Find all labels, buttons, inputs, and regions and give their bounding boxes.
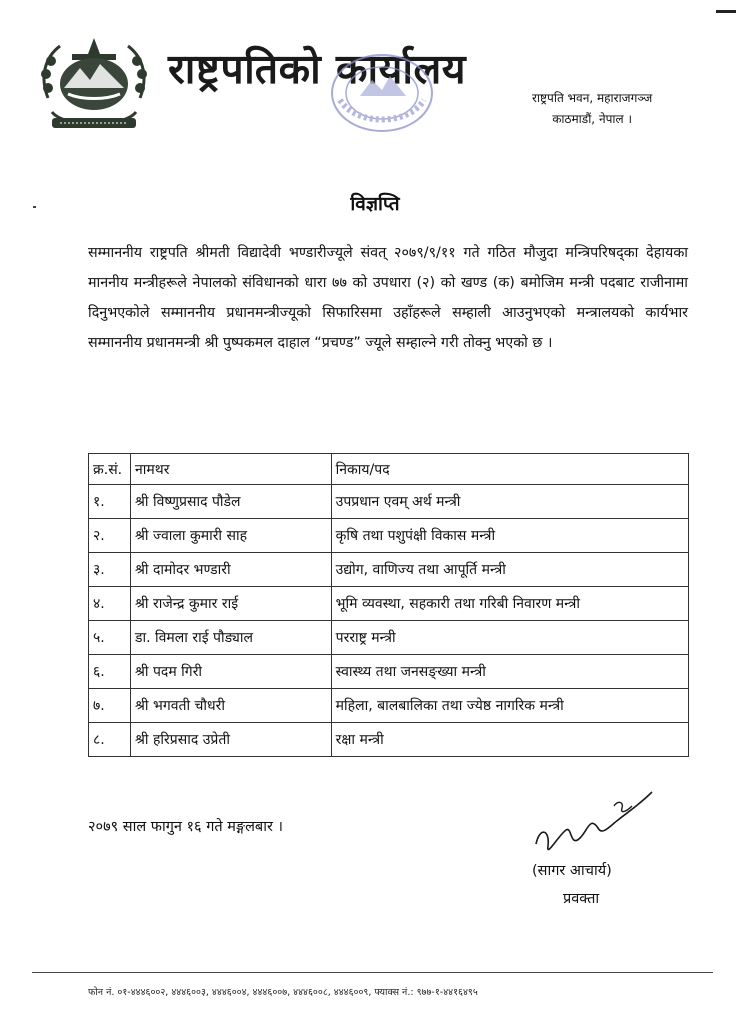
row-serial: ६. bbox=[89, 655, 131, 689]
row-name: श्री विष्णुप्रसाद पौडेल bbox=[130, 485, 331, 519]
row-serial: ५. bbox=[89, 621, 131, 655]
row-serial: २. bbox=[89, 519, 131, 553]
row-name: श्री हरिप्रसाद उप्रेती bbox=[130, 723, 331, 757]
signatory-title: प्रवक्ता bbox=[563, 891, 600, 907]
row-position: भूमि व्यवस्था, सहकारी तथा गरिबी निवारण मन्त्री bbox=[331, 587, 688, 621]
row-serial: ८. bbox=[89, 723, 131, 757]
row-position: परराष्ट्र मन्त्री bbox=[331, 621, 688, 655]
row-position: स्वास्थ्य तथा जनसङ्ख्या मन्त्री bbox=[331, 655, 688, 689]
notice-title: विज्ञप्ति bbox=[350, 193, 400, 215]
row-name: श्री दामोदर भण्डारी bbox=[130, 553, 331, 587]
address-line-2: काठमाडौं, नेपाल । bbox=[552, 112, 633, 126]
signatory-name: (सागर आचार्य) bbox=[532, 863, 612, 879]
row-serial: १. bbox=[89, 485, 131, 519]
nepal-emblem-icon bbox=[34, 28, 154, 140]
office-title: राष्ट्रपतिको कार्यालय bbox=[168, 45, 467, 93]
table-row bbox=[89, 621, 689, 655]
office-address bbox=[532, 88, 652, 130]
table-row bbox=[89, 655, 689, 689]
row-position: उद्योग, वाणिज्य तथा आपूर्ति मन्त्री bbox=[331, 553, 688, 587]
header-serial: क्र.सं. bbox=[89, 454, 131, 485]
row-name: डा. विमला राई पौड्याल bbox=[130, 621, 331, 655]
header-position: निकाय/पद bbox=[331, 454, 688, 485]
row-position: उपप्रधान एवम् अर्थ मन्त्री bbox=[331, 485, 688, 519]
table-row bbox=[89, 519, 689, 553]
footer-divider bbox=[32, 972, 713, 973]
signature-icon bbox=[528, 786, 668, 866]
row-name: श्री ज्वाला कुमारी साह bbox=[130, 519, 331, 553]
ministers-table bbox=[88, 453, 689, 757]
table-row bbox=[89, 723, 689, 757]
table-row bbox=[89, 553, 689, 587]
table-row bbox=[89, 587, 689, 621]
office-stamp-icon bbox=[326, 50, 438, 136]
row-name: श्री पदम गिरी bbox=[130, 655, 331, 689]
scan-mark bbox=[716, 10, 736, 13]
row-serial: ३. bbox=[89, 553, 131, 587]
table-row bbox=[89, 485, 689, 519]
address-line-1: राष्ट्रपति भवन, महाराजगञ्ज bbox=[532, 91, 653, 105]
row-name: श्री राजेन्द्र कुमार राई bbox=[130, 587, 331, 621]
footer-contact: फोन नं. ०१-४४४६००२, ४४४६००३, ४४४६००४, ४४४६००७, ४४४६००८, ४४४६००९, फ्याक्स नं.: ९७७-१-४४१६४९५ bbox=[88, 987, 478, 998]
row-serial: ४. bbox=[89, 587, 131, 621]
header-name: नामथर bbox=[130, 454, 331, 485]
table-row bbox=[89, 689, 689, 723]
row-position: रक्षा मन्त्री bbox=[331, 723, 688, 757]
date-line: २०७९ साल फागुन १६ गते मङ्गलबार । bbox=[88, 819, 283, 835]
row-name: श्री भगवती चौधरी bbox=[130, 689, 331, 723]
table-header-row bbox=[89, 454, 689, 485]
row-position: कृषि तथा पशुपंक्षी विकास मन्त्री bbox=[331, 519, 688, 553]
notice-body: सम्माननीय राष्ट्रपति श्रीमती विद्यादेवी भण्डारीज्यूले संवत् २०७९/९/११ गते गठित मौजुदा मन्त्रिपरिषद्का देहायका माननीय मन्त्रीहरूले नेपालको संविधानको धारा ७७ को उपधारा (२) को खण्ड (क) बमोजिम मन्त्री पदबाट राजीनामा दिनुभएकोले सम्माननीय प्रधानमन्त्रीज्यूको सिफारिसमा उहाँहरूले सम्हाली आउनुभएको मन्त्रालयको कार्यभार सम्माननीय प्रधानमन्त्री श्री पुष्पकमल दाहाल “प्रचण्ड” ज्यूले सम्हाल्ने गरी तोक्नु भएको छ । bbox=[88, 245, 688, 351]
row-serial: ७. bbox=[89, 689, 131, 723]
row-position: महिला, बालबालिका तथा ज्येष्ठ नागरिक मन्त्री bbox=[331, 689, 688, 723]
